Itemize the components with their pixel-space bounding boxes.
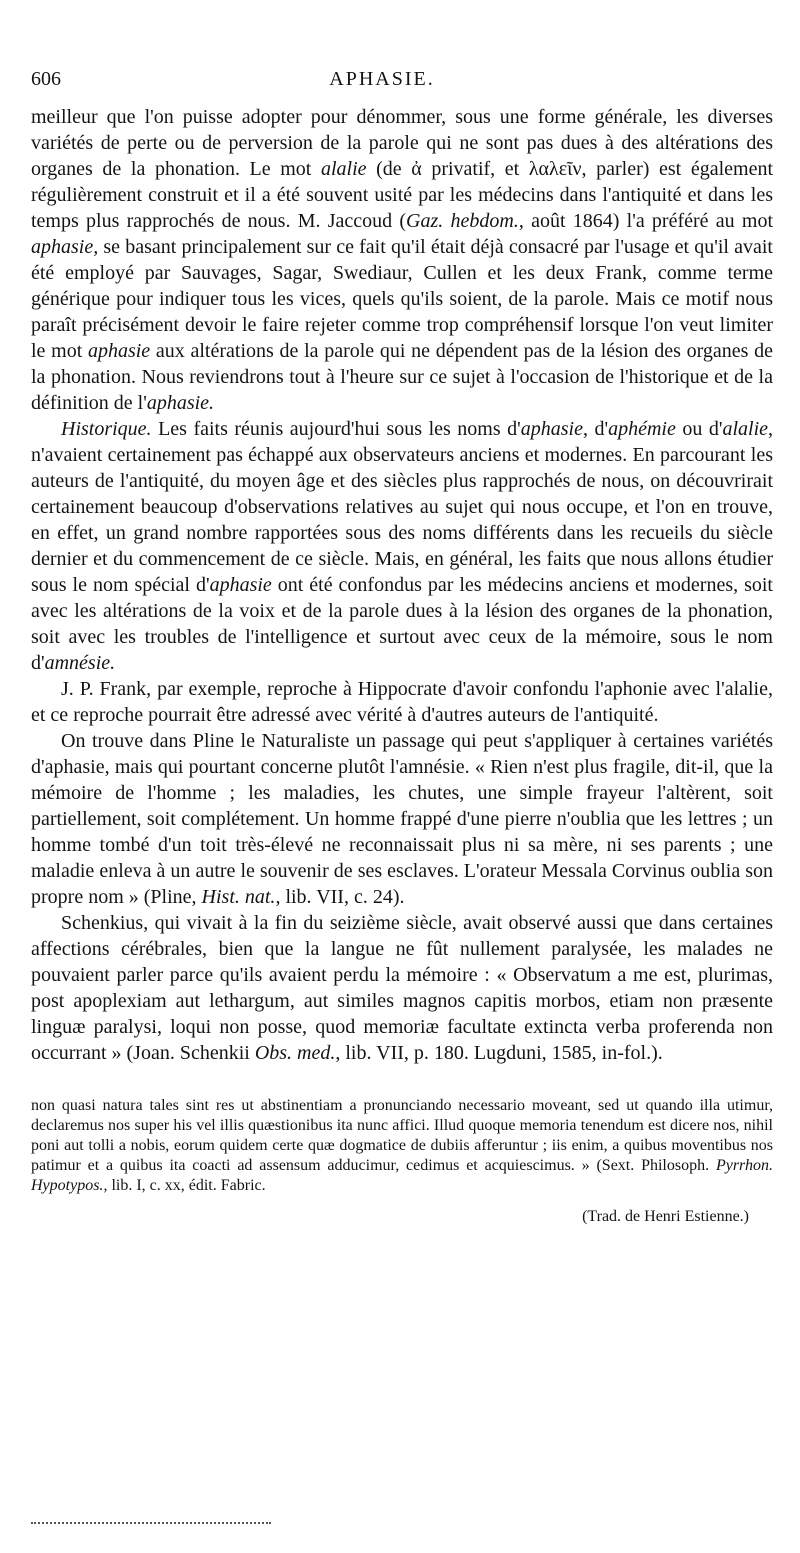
text-run: Schenkius, qui vivait à la fin du seizième siècle, avait observé aussi que dans certaines affections cérébrales, bien que la langue ne fût nullement paralysée, les malades ne pouvaient parler parce qu'ils avaient perdu la mémoire : « Observatum a me est, plurimas, post apoplexiam aut lethargum, aut similes magnos capitis morbos, etiam non præsente linguæ paralysi, loqui non posse, quod memoriæ facultate extincta verba proferenda non occurrant » (Joan. Schenkii [31,912,773,1064]
footnote-text [31,1096,773,1196]
footnote [31,1096,773,1226]
paragraph-schenkius [31,910,773,1066]
text-run: , lib. VII, p. 180. Lugduni, 1585, in-fol.). [335,1042,663,1064]
paragraph-frank: J. P. Frank, par exemple, reproche à Hippocrate d'avoir confondu l'aphonie avec l'alalie, et ce reproche pourrait être adressé avec vérité à d'autres auteurs de l'antiquité. [31,678,773,726]
paragraph-historique [31,416,773,676]
term-aphasie: aphasie [520,418,583,440]
text-run: On trouve dans Pline le Naturaliste un passage qui peut s'appliquer à certaines variétés d'aphasie, mais qui pourtant concerne plutôt l'amnésie. « Rien n'est plus fragile, dit-il, que la mémoire de l'homme ; les maladies, les chutes, une simple frayeur l'altèrent, soit partiellement, soit complétement. Un homme frappé d'une pierre n'oublia que les lettres ; un homme tombé d'un toit très-élevé ne reconnaissait plus ni sa mère, ni ses parents ; une maladie enleva à un autre le souvenir de ses esclaves. L'orateur Messala Corvinus oublia son propre nom » (Pline, [31,730,773,908]
term-aphasie: aphasie. [146,392,215,414]
document-page [31,68,773,1226]
text-run: , lib. I, c. xx, édit. Fabric. [103,1177,266,1194]
page-number: 606 [31,68,61,90]
citation-obs-med: Obs. med. [254,1042,336,1064]
running-title: APHASIE. [329,68,435,90]
text-run: Les faits réunis aujourd'hui sous les noms d' [151,418,521,440]
footnote-signature: (Trad. de Henri Estienne.) [582,1208,749,1225]
text-run: ont été confondus par les médecins anciens et modernes, soit avec les altérations de la voix et de la parole dues à la lésion des organes de la phonation, soit avec les troubles de l'intelligence et surtout avec ceux de la mémoire, sous le nom d' [31,574,773,674]
term-alalie: alalie [320,158,367,180]
text-run: meilleur que l'on puisse adopter pour dénommer, sous une forme générale, les diverses variétés de perte ou de perversion de la parole qui ne sont pas dues à des altérations des organes de la phonation. Le mot [31,106,773,180]
term-aphasie: aphasie, [31,236,99,258]
text-run: non quasi natura tales sint res ut abstinentiam a pronunciando necessario moveant, sed ut quando illa utimur, declaremus nos super his vel illis quæstionibus ita nunc affici. Illud quoque memoria tenendum est dicere nos, nihil poni aut tolli a nobis, eorum quidem certe quæ dogmatice de dubiis afferuntur ; iis enim, a quibus moventibus nos patimur et a quibus ita coacti ad assensum adducimur, cedimus et acquiescimus. » (Sext. Philosoph. [31,1097,773,1174]
term-alalie: alalie [722,418,768,440]
section-heading-historique: Historique. [61,418,152,440]
citation-hist-nat: Hist. nat. [201,886,276,908]
text-run: , n'avaient certainement pas échappé aux observateurs anciens et modernes. En parcourant les auteurs de l'antiquité, du moyen âge et des siècles plus rapprochés de nous, on découvrirait certainement beaucoup d'observations relatives au sujet qui nous occupe, et l'on en trouve, en effet, un grand nombre rapportées sous des noms différents dans les recueils du siècle dernier et du commencement de ce siècle. Mais, en général, les faits que nous allons étudier sous le nom spécial d' [31,418,773,596]
text-run: se basant principalement sur ce fait qu'il était déjà consacré par l'usage et qu'il avait été employé par Sauvages, Sagar, Swediaur, Cullen et les deux Frank, comme terme générique pour indiquer tous les vices, quels qu'ils soient, de la parole. Mais ce motif nous paraît précisément devoir le faire rejeter comme trop compréhensif lorsque l'on veut limiter le mot [31,236,773,362]
page-bottom-rule [31,1522,271,1524]
term-aphemie: aphémie [608,418,676,440]
text-run: , août 1864) l'a préféré au mot [518,210,774,232]
term-amnesie: amnésie. [44,652,116,674]
text-run: , lib. VII, c. 24). [275,886,405,908]
text-run: aux altérations de la parole qui ne dépendent pas de la lésion des organes de la phonation. Nous reviendrons tout à l'heure sur ce sujet à l'occasion de l'historique et de la définition de l' [31,340,774,414]
term-aphasie: aphasie [87,340,151,362]
paragraph-pline [31,728,773,910]
text-run: (de ἀ privatif, et λαλεῖν, parler) est également régulièrement construit et il a été souvent usité par les médecins dans l'antiquité et dans les temps plus rapprochés de nous. M. Jaccoud ( [31,158,774,232]
paragraph-1 [31,104,773,416]
term-aphasie: aphasie [209,574,272,596]
text-run: , d' [582,418,609,440]
text-run: ou d' [675,418,723,440]
citation-gaz-hebdom: Gaz. hebdom. [406,210,519,232]
citation-pyrrhon: Pyrrhon. Hypotypos. [31,1157,773,1194]
body-text [31,104,773,1066]
page-header [31,68,773,104]
